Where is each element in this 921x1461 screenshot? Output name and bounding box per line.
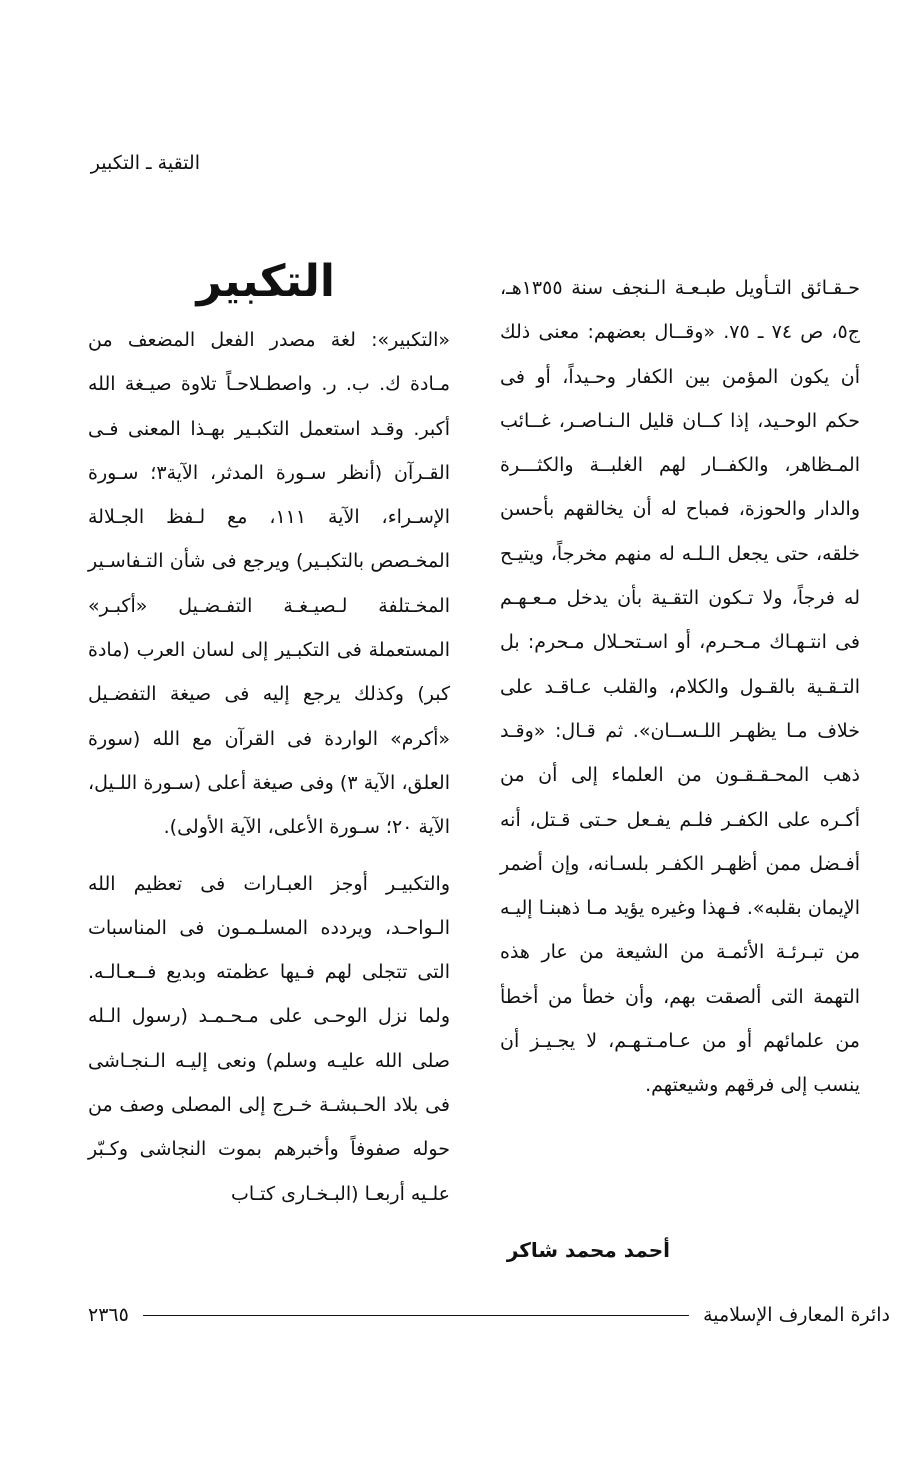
article-paragraph-1: «التكبير»: لغة مصدر الفعل المضعف من مـادة ك. ب. ر. واصطـلاحـاً تلاوة صيـغة الله أكبر. وقـد استعمل التكبـير بهـذا المعنى فـى القـرآن (أنظر سـورة المدثر، الآية٣؛ سـورة الإسـراء، الآية ١١١، مع لـفظ الجـلالة المخـصص بالتكبـير) ويرجع فى شأن التـفاسـير المخـتلفة لـصيـغـة التفـضـيل «أكبـر» المستعملة فى التكبـير إلى لسان العرب (مادة كبر) وكذلك يرجع إليه فى صيغة التفضـيل «أكرم» الواردة فى القرآن مع الله (سورة العلق، الآية ٣) وفى صيغة أعلى (سـورة اللـيل، الآية ٢٠؛ سـورة الأعلى، الآية الأولى).: [88, 329, 450, 839]
right-column: [500, 266, 860, 1108]
publication-name: دائرة المعارف الإسلامية: [703, 1304, 890, 1326]
page-number: ٢٣٦٥: [88, 1304, 129, 1326]
author-signature: أحمد محمد شاكر: [506, 1238, 670, 1262]
page-footer: [88, 1300, 890, 1330]
footer-rule: [143, 1315, 689, 1316]
left-column: [88, 318, 450, 1216]
article-title: التكبير: [196, 256, 335, 307]
right-column-paragraph: حـقـائق التـأويل طبـعـة الـنجف سنة ١٣٥٥هـ، ج٥، ص ٧٤ ـ ٧٥. «وقــال بعضهم: معنى ذلك أن يكون المؤمن بين الكفار وحـيداً، أو فى حكم الوحـيد، إذا كــان قليل الـنـاصـر، غــائب المـظاهر، والكفــار لهم الغلبــة والكثـــرة والدار والحوزة، فمباح له أن يخالقهم بأحسن خلقه، حتى يجعل الـلـه له منهم مخرجاً، ويتيـح له فرجاً، ولا تـكون التقـية بأن يدخل مـعـهـم فى انتـهـاك مـحـرم، أو اسـتحـلال مـحرم: بل التـقـية بالقـول والكلام، والقلب عـاقـد على خلاف مـا يظهـر اللـســان». ثم قـال: «وقـد ذهب المحـقـقـون من العلماء إلى أن من أكـره على الكفـر فلـم يفـعل حـتى قـتل، أنه أفـضل ممن أظهـر الكفـر بلسـانه، وإن أضمر الإيمان بقلبه». فـهذا وغيره يؤيد مـا ذهبنـا إليـه من تبـرئـة الأئمـة من الشيعة من عار هذه التهمة التى ألصقت بهم، وأن خطأ من أخطأ من علمائهم أو من عـامـتـهـم، لا يجـيـز أن ينسب إلى فرقهم وشيعتهم.: [500, 277, 861, 1097]
running-head: التقية ـ التكبير: [90, 152, 200, 174]
article-paragraph-2: والتكبيـر أوجز العبـارات فى تعظيم الله الـواحـد، ويردده المسلـمـون فى المناسبات التى تتجلى لهم فـيها عظمته وبديع فــعـالـه. ولما نزل الوحـى على مـحـمـد (رسول الـله صلى الله عليـه وسلم) ونعى إليـه الـنجـاشى فى بلاد الحـبشـة خـرج إلى المصلى وصف من حوله صفوفاً وأخبرهم بموت النجاشى وكـبّر علـيه أربعـا (البـخـارى كتـاب: [88, 872, 450, 1205]
